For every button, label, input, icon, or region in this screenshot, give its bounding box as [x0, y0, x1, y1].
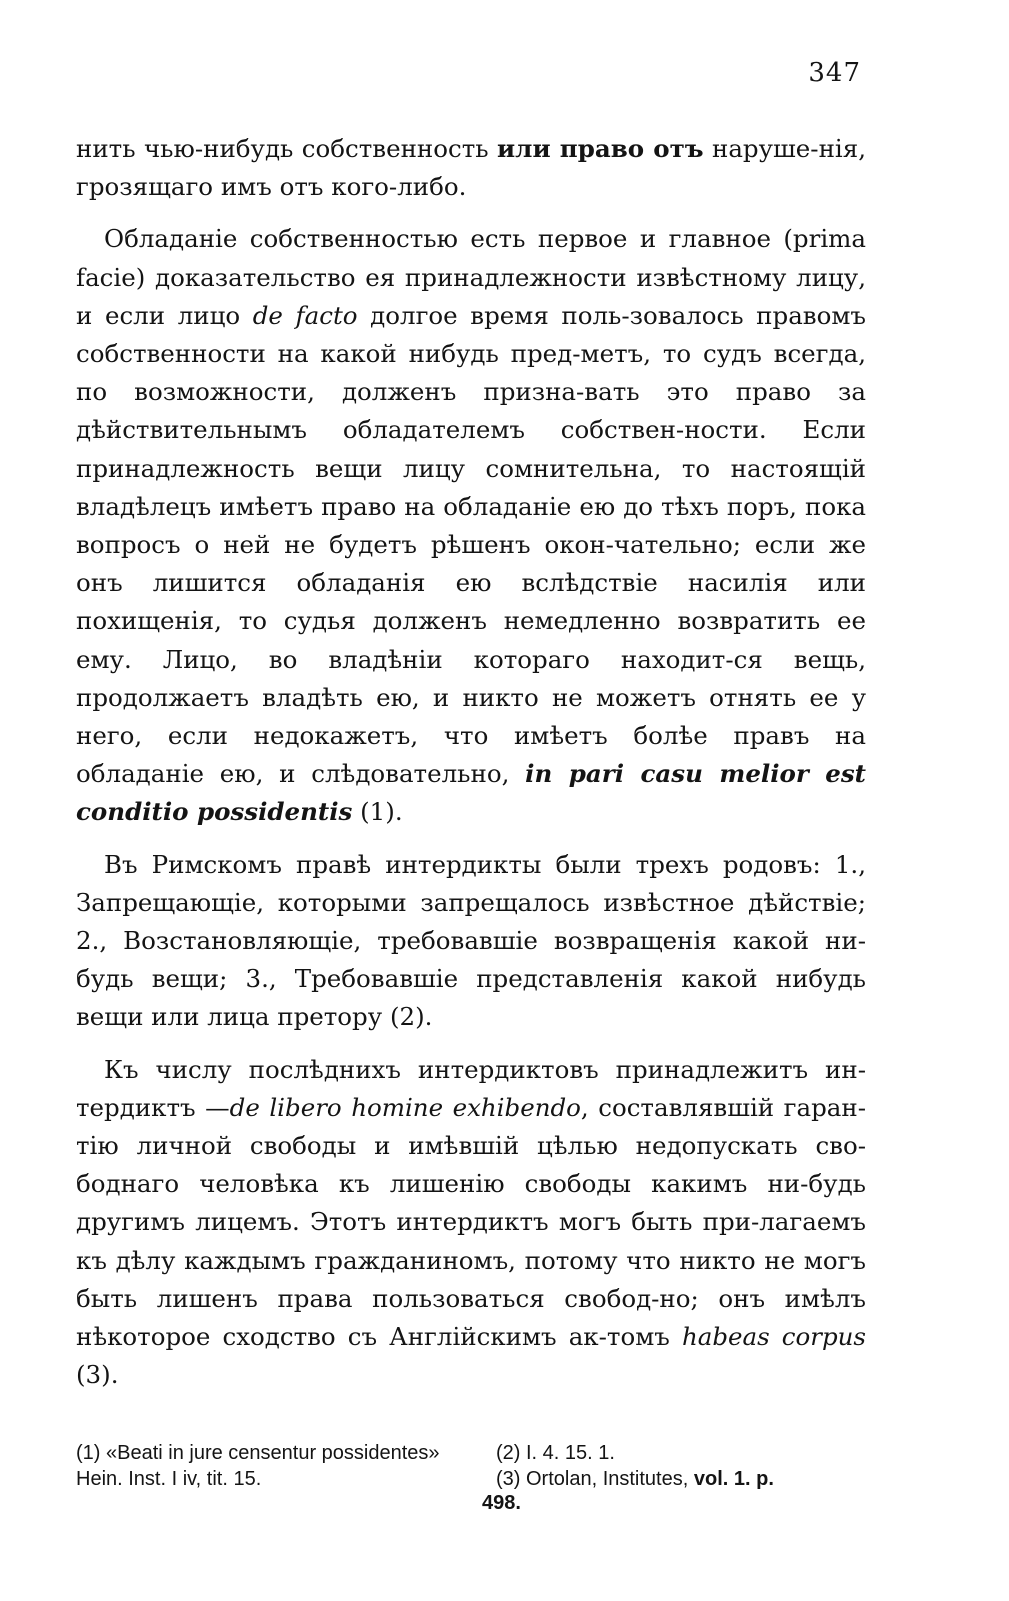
- text-run: (1).: [352, 797, 403, 827]
- text-run-italic: in pari casu melior est conditio possidentis: [76, 759, 866, 827]
- footnote-3-text: (3) Ortolan, Institutes,: [496, 1468, 694, 1490]
- paragraph-interdicts: [76, 846, 866, 1037]
- text-run: Въ Римскомъ правѣ интердикты были трехъ родовъ: 1., Запрещающіе, которыми запрещалось извѣстное дѣйствіе; 2., Возстановляющіе, требовавшіе возвращенія какой ни-будь вещи; 3., Требовавшіе представленія какой нибудь вещи или лица претору (2).: [76, 849, 866, 1032]
- footnote-3-page: 498.: [482, 1492, 521, 1514]
- paragraph-possession: [76, 220, 866, 831]
- paragraph-continued: [76, 130, 866, 206]
- text-run-italic: habeas corpus: [681, 1322, 866, 1352]
- footnote-1: (1) «Beati in jure censentur possidentes» Hein. Inst. I iv, tit. 15.: [76, 1442, 440, 1490]
- footnote-2: (2) I. 4. 15. 1.: [496, 1442, 615, 1464]
- footnote-column-left: [76, 1440, 476, 1492]
- text-run-italic: de libero homine exhibendo: [229, 1092, 581, 1122]
- text-run-italic: de facto: [252, 300, 358, 330]
- footnote-3-volume: vol. 1. p.: [693, 1468, 774, 1490]
- text-run: долгое время поль-зовалось правомъ собственности на какой нибудь пред-метъ, то судъ всегда, по возможности, долженъ призна-вать это право за дѣйствительнымъ обладателемъ собствен-ности. Если принадлежность вещи лицу сомнительна, то настоящій владѣлецъ имѣетъ право на обладаніе ею до тѣхъ поръ, пока вопросъ о ней не будетъ рѣшенъ окон-чательно; если же онъ лишится обладанія ею вслѣдствіе насилія или похищенія, то судья долженъ немедленно возвратить ее ему. Лицо, во владѣніи котораго находит-ся вещь, продолжаетъ владѣть ею, и никто не можетъ отнять ее у него, если недокажетъ, что имѣетъ болѣе правъ на обладаніе ею, и слѣдовательно,: [76, 300, 866, 789]
- body-text: [76, 130, 866, 1395]
- text-run: нить чью-нибудь собственность: [76, 134, 498, 163]
- page-number: 347: [808, 58, 861, 88]
- footnote-3: [496, 1466, 866, 1492]
- text-run-bold: или право отъ: [497, 134, 704, 163]
- text-run: Къ числу послѣднихъ интердиктовъ принадлежитъ ин-тердиктъ —: [76, 1054, 866, 1122]
- text-run: (3).: [76, 1360, 119, 1390]
- paragraph-libero-homine: [76, 1051, 866, 1395]
- text-run: наруше-нія, грозящаго имъ отъ кого-либо.: [76, 134, 866, 202]
- footnotes: [76, 1440, 866, 1492]
- footnote-column-right: [496, 1440, 866, 1492]
- text-run: , составлявшій гаран-тію личной свободы и имѣвшій цѣлью недопускать сво-боднаго человѣка къ лишенію свободы какимъ ни-будь другимъ лицемъ. Этотъ интердиктъ могъ быть при-лагаемъ къ дѣлу каждымъ гражданиномъ, потому что никто не могъ быть лишенъ права пользоваться свобод-но; онъ имѣлъ нѣкоторое сходство съ Англійскимъ ак-томъ: [76, 1092, 867, 1352]
- text-run: Обладаніе собственностью есть первое и главное (prima facie) доказательство ея принадлежности извѣстному лицу, и если лицо: [76, 224, 866, 330]
